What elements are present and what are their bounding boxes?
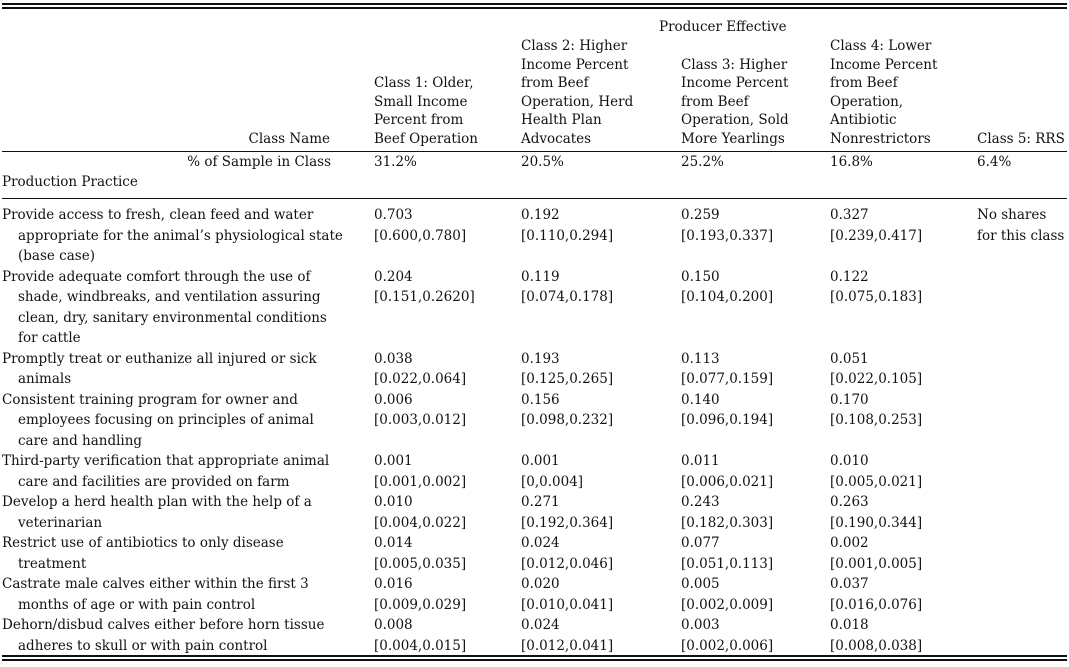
confidence-interval: [0,0.004] — [521, 473, 584, 490]
share-estimate: 0.263 — [830, 494, 869, 510]
share-estimate: 0.005 — [681, 576, 720, 592]
class-3-header-line: Income Percent — [681, 75, 789, 91]
class-3-sample-share: 25.2% — [681, 154, 724, 170]
class-2-header-line: Health Plan — [521, 112, 602, 128]
class-5-sample-share: 6.4% — [977, 154, 1012, 170]
header-rule — [2, 151, 1067, 152]
share-estimate: 0.003 — [681, 617, 720, 633]
sample-label: % of Sample in Class — [187, 154, 331, 170]
class-2-header-line: Class 2: Higher — [521, 38, 628, 54]
share-estimate: 0.113 — [681, 350, 720, 367]
practice-label — [2, 451, 362, 492]
share-estimate: 0.193 — [521, 350, 560, 367]
confidence-interval: [0.098,0.232] — [521, 412, 614, 428]
confidence-interval: [0.125,0.265] — [521, 371, 614, 387]
share-estimate: 0.001 — [374, 453, 413, 469]
class-3-header-line: Operation, Sold — [681, 112, 789, 128]
share-estimate: 0.156 — [521, 391, 560, 408]
share-estimate: 0.008 — [374, 617, 413, 633]
share-estimate: 0.020 — [521, 576, 560, 592]
practice-label-line: employees focusing on principles of animal — [18, 412, 314, 428]
confidence-interval: [0.012,0.046] — [521, 555, 614, 572]
confidence-interval: [0.004,0.022] — [374, 514, 467, 531]
bottom-rule — [2, 655, 1067, 657]
practice-label-line: clean, dry, sanitary environmental conditions — [18, 309, 327, 326]
confidence-interval: [0.074,0.178] — [521, 289, 614, 305]
section-rule — [2, 198, 1067, 199]
practice-label — [2, 390, 362, 452]
share-estimate: 0.011 — [681, 453, 720, 469]
top-rule — [2, 3, 1067, 5]
practice-label-line: animals — [18, 371, 72, 387]
practice-label-line: treatment — [18, 555, 87, 572]
class-1-header-line: Percent from — [374, 112, 464, 128]
share-estimate: 0.014 — [374, 535, 413, 551]
share-estimate: 0.038 — [374, 350, 413, 367]
share-estimate: 0.016 — [374, 576, 413, 592]
confidence-interval: [0.182,0.303] — [681, 514, 774, 531]
share-estimate: 0.077 — [681, 535, 720, 551]
practice-label-line: Develop a herd health plan with the help of a — [2, 494, 312, 510]
confidence-interval: [0.190,0.344] — [830, 514, 923, 531]
class-1-sample-share: 31.2% — [374, 154, 417, 170]
class-2-header-line: Advocates — [521, 130, 592, 147]
share-estimate: 0.140 — [681, 391, 720, 408]
practice-label-line: Consistent training program for owner and — [2, 391, 298, 408]
class-3-header-line: Class 3: Higher — [681, 56, 788, 73]
practice-label — [2, 615, 362, 656]
class-2-header-line: from Beef — [521, 75, 589, 91]
share-estimate: 0.204 — [374, 268, 413, 285]
confidence-interval: [0.008,0.038] — [830, 637, 923, 654]
practice-label-line: care and facilities are provided on farm — [18, 473, 290, 490]
section-label: Production Practice — [2, 174, 138, 190]
class-5-header-line: Class 5: RRS — [977, 130, 1065, 147]
confidence-interval: [0.110,0.294] — [521, 227, 614, 244]
confidence-interval: [0.193,0.337] — [681, 227, 774, 244]
class-2-sample-share: 20.5% — [521, 154, 564, 170]
confidence-interval: [0.600,0.780] — [374, 227, 467, 244]
share-estimate: 0.037 — [830, 576, 869, 592]
practice-label — [2, 533, 362, 574]
top-rule-2 — [2, 7, 1067, 9]
confidence-interval: [0.022,0.105] — [830, 371, 923, 387]
practice-label — [2, 205, 362, 267]
share-estimate: 0.024 — [521, 617, 560, 633]
confidence-interval: [0.016,0.076] — [830, 596, 923, 613]
practice-label-line: Dehorn/disbud calves either before horn tissue — [2, 617, 325, 633]
practice-label-line: months of age or with pain control — [18, 596, 256, 613]
practice-label-line: for cattle — [18, 330, 81, 346]
practice-label — [2, 574, 362, 615]
share-estimate: 0.327 — [830, 207, 869, 223]
share-estimate: 0.192 — [521, 207, 560, 223]
confidence-interval: [0.077,0.159] — [681, 371, 774, 387]
practice-label-line: Restrict use of antibiotics to only disease — [2, 535, 284, 551]
share-estimate: 0.703 — [374, 207, 413, 223]
practice-label-line: Provide adequate comfort through the use of — [2, 268, 311, 285]
confidence-interval: [0.104,0.200] — [681, 289, 774, 305]
class-4-header-line: Nonrestrictors — [830, 130, 931, 147]
class-4-header-line: Class 4: Lower — [830, 38, 932, 54]
share-estimate: 0.243 — [681, 494, 720, 510]
practice-label-line: shade, windbreaks, and ventilation assuring — [18, 289, 321, 305]
confidence-interval: [0.108,0.253] — [830, 412, 923, 428]
share-estimate: 0.018 — [830, 617, 869, 633]
confidence-interval: [0.151,0.2620] — [374, 289, 475, 305]
share-estimate: 0.001 — [521, 453, 560, 469]
confidence-interval: [0.096,0.194] — [681, 412, 774, 428]
practice-label-line: adheres to skull or with pain control — [18, 637, 268, 654]
practice-label-line: Promptly treat or euthanize all injured or sick — [2, 350, 317, 367]
confidence-interval: [0.005,0.035] — [374, 555, 467, 572]
share-estimate: 0.170 — [830, 391, 869, 408]
bottom-rule-2 — [2, 659, 1067, 661]
confidence-interval: [0.001,0.002] — [374, 473, 467, 490]
confidence-interval: [0.002,0.009] — [681, 596, 774, 613]
share-estimate: 0.271 — [521, 494, 560, 510]
class-2-header-line: Operation, Herd — [521, 93, 634, 110]
share-estimate: 0.259 — [681, 207, 720, 223]
confidence-interval: [0.005,0.021] — [830, 473, 923, 490]
class-1-header-line: Small Income — [374, 93, 468, 110]
practice-label-line: Castrate male calves either within the first 3 — [2, 576, 309, 592]
confidence-interval: [0.006,0.021] — [681, 473, 774, 490]
share-estimate: 0.122 — [830, 268, 869, 285]
share-estimate: 0.119 — [521, 268, 560, 285]
practice-label-line: appropriate for the animal’s physiological state — [18, 227, 343, 244]
confidence-interval: [0.075,0.183] — [830, 289, 923, 305]
confidence-interval: [0.004,0.015] — [374, 637, 467, 654]
class-4-sample-share: 16.8% — [830, 154, 873, 170]
confidence-interval: [0.001,0.005] — [830, 555, 923, 572]
practice-label-line: care and handling — [18, 432, 143, 449]
class-4-header-line: Antibiotic — [830, 112, 897, 128]
stub-header: Class Name — [248, 131, 330, 147]
class5-note-line: No shares — [977, 207, 1047, 223]
share-estimate: 0.010 — [830, 453, 869, 469]
confidence-interval: [0.239,0.417] — [830, 227, 923, 244]
share-estimate: 0.051 — [830, 350, 869, 367]
confidence-interval: [0.010,0.041] — [521, 596, 614, 613]
confidence-interval: [0.051,0.113] — [681, 555, 774, 572]
share-estimate: 0.150 — [681, 268, 720, 285]
spanner-gap — [366, 38, 1067, 39]
confidence-interval: [0.003,0.012] — [374, 412, 467, 428]
practice-label-line: (base case) — [18, 248, 95, 264]
class-3-header-line: from Beef — [681, 93, 749, 110]
class-4-header-line: from Beef — [830, 75, 898, 91]
class-1-header-line: Beef Operation — [374, 130, 478, 147]
class-3-header-line: More Yearlings — [681, 130, 785, 147]
practice-label-line: veterinarian — [18, 514, 103, 531]
confidence-interval: [0.002,0.006] — [681, 637, 774, 654]
class-1-header-line: Class 1: Older, — [374, 75, 474, 91]
class-4-header-line: Income Percent — [830, 56, 938, 73]
practice-label — [2, 349, 362, 390]
class-4-header-line: Operation, — [830, 93, 904, 110]
practice-label — [2, 492, 362, 533]
class5-note-line: for this class — [977, 227, 1065, 244]
practice-label-line: Provide access to fresh, clean feed and water — [2, 207, 314, 223]
practice-label-line: Third-party verification that appropriate animal — [2, 453, 330, 469]
confidence-interval: [0.192,0.364] — [521, 514, 614, 531]
confidence-interval: [0.022,0.064] — [374, 371, 467, 387]
spanner-header: Producer Effective — [659, 19, 787, 35]
share-estimate: 0.002 — [830, 535, 869, 551]
practice-label — [2, 267, 362, 349]
confidence-interval: [0.009,0.029] — [374, 596, 467, 613]
share-estimate: 0.006 — [374, 391, 413, 408]
class-2-header-line: Income Percent — [521, 56, 629, 73]
confidence-interval: [0.012,0.041] — [521, 637, 614, 654]
share-estimate: 0.010 — [374, 494, 413, 510]
share-estimate: 0.024 — [521, 535, 560, 551]
